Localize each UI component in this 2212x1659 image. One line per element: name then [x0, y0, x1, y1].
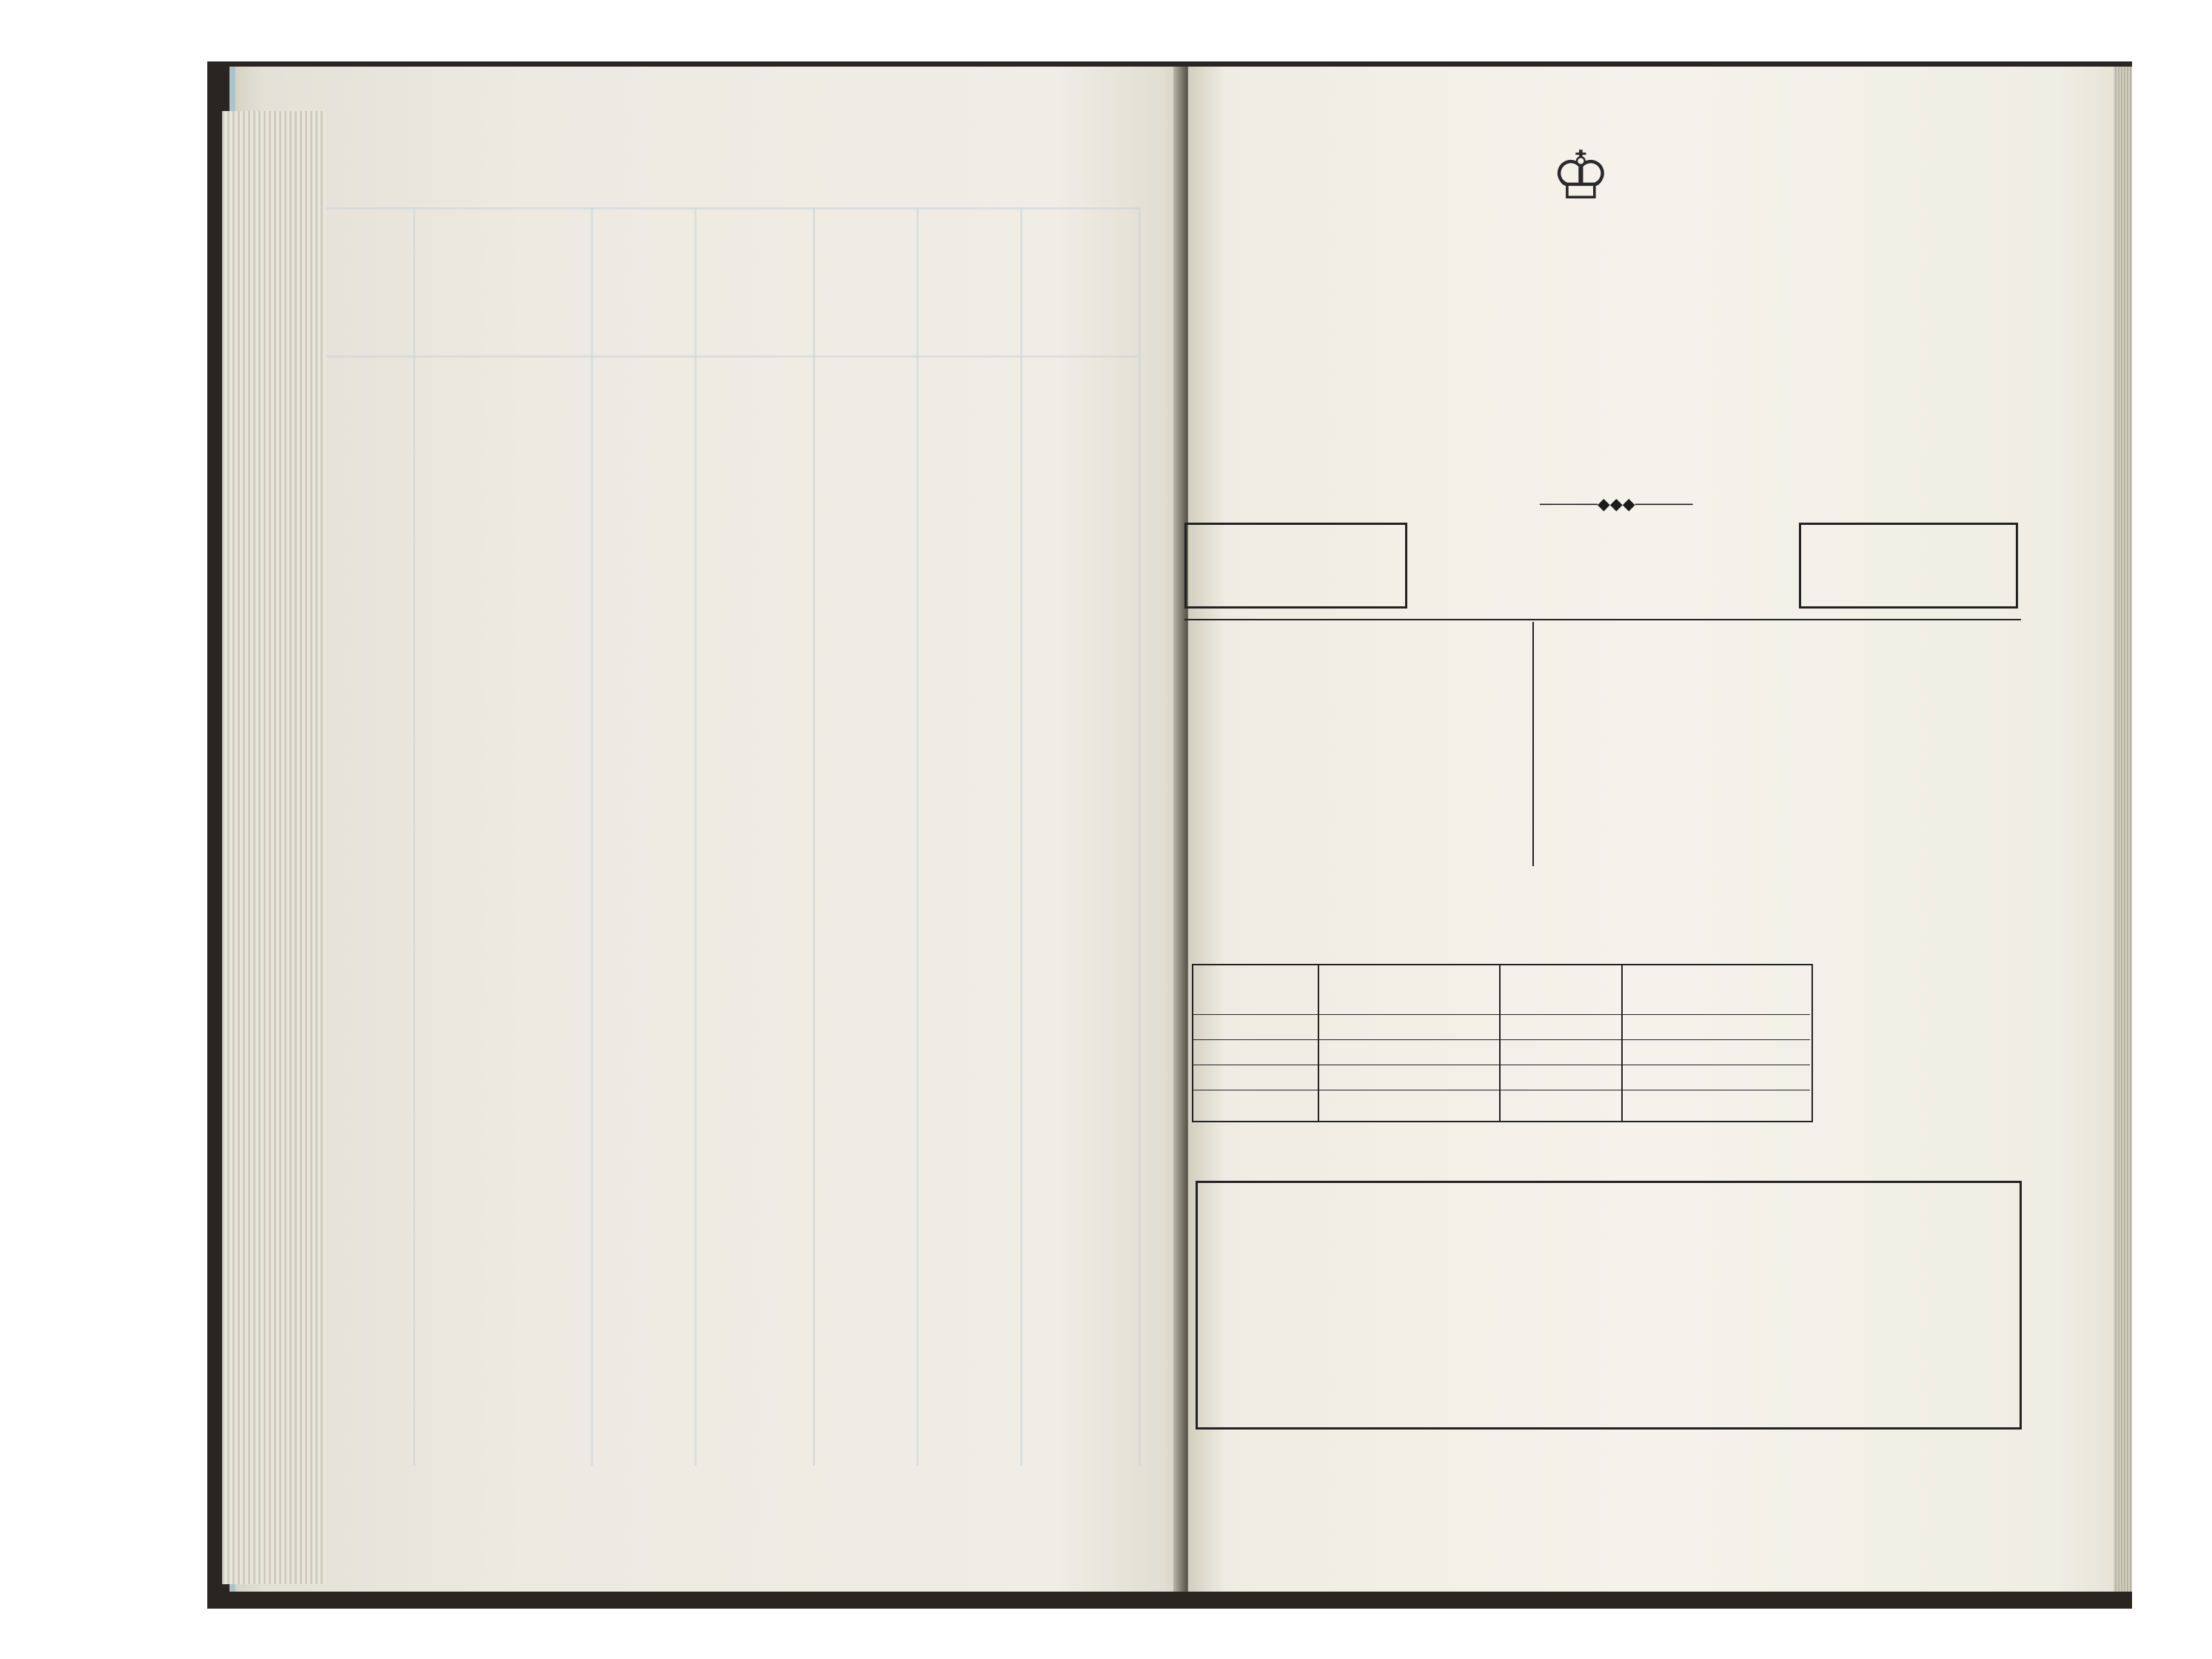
- buildings-row-line: [1193, 1014, 1810, 1015]
- buildings-table: [1192, 964, 1813, 1122]
- left-page-blank: [229, 67, 1201, 1592]
- right-page-edge: [2114, 67, 2132, 1592]
- buildings-col-line: [1318, 964, 1319, 1122]
- buildings-row-line: [1193, 1039, 1810, 1040]
- district-box: [1799, 523, 2018, 609]
- buildings-col-line-2: [1621, 964, 1623, 1122]
- imperial-eagle-icon: ♔: [1551, 140, 1611, 213]
- population-count-table: [1196, 1181, 2022, 1430]
- column-divider: [1532, 622, 1534, 866]
- page-stack-edge: [222, 111, 326, 1584]
- ornament-divider: ─────◆◆◆─────: [1540, 495, 1693, 513]
- divider-line: [1184, 619, 2021, 620]
- province-box: [1184, 523, 1407, 609]
- buildings-table-divider: [1499, 964, 1501, 1122]
